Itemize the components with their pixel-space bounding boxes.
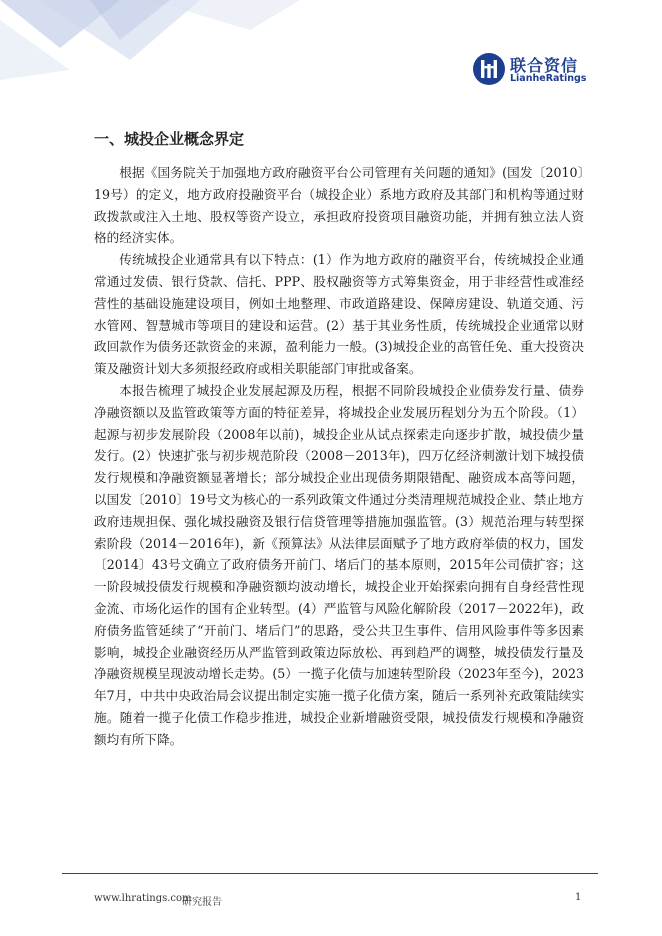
footer-website-link[interactable]: www.lhratings.com bbox=[94, 893, 192, 904]
footer-divider bbox=[62, 873, 598, 874]
paragraph-development-stages: 本报告梳理了城投企业发展起源及历程，根据不同阶段城投企业债券发行量、债券净融资额以及监管政策等方面的特征差异，将城投企业发展历程划分为五个阶段。（1）起源与初步发展阶段（2008年以前)，城投企业从试点探索走向逐步扩散，城投债少量发行。(2）快速扩张与初步规范阶段（2008－2013年)，四万亿经济刺激计划下城投债发行规模和净融资额显著增长；部分城投企业出现债务期限错配、融资成本高等问题，以国发〔2010〕19号文为核心的一系列政策文件通过分类清理规范城投企业、禁止地方政府违规担保、强化城投融资及银行信贷管理等措施加强监管。(3）规范治理与转型探索阶段（2014－2016年)，新《预算法》从法律层面赋予了地方政府举债的权力，国发〔2014〕43号文确立了政府债务开前门、堵后门的基本原则，2015年公司债扩容；这一阶段城投债发行规模和净融资额均波动增长，城投企业开始探索向拥有自身经营性现金流、市场化运作的国有企业转型。(4）严监管与风险化解阶段（2017－2022年)，政府债务监管延续了“开前门、堵后门”的思路，受公共卫生事件、信用风险事件等多因素影响，城投企业融资经历从严监管到政策边际放松、再到趋严的调整，城投债发行量及净融资规模呈现波动增长走势。(5）一揽子化债与加速转型阶段（2023年至今)，2023年7月，中共中央政治局会议提出制定实施一揽子化债方案，随后一系列补充政策陆续实施。随着一揽子化债工作稳步推进，城投企业新增融资受限，城投债发行规模和净融资额均有所下降。 bbox=[94, 382, 584, 747]
body-content bbox=[94, 162, 584, 751]
footer-report-label: 研究报告 bbox=[182, 897, 222, 908]
company-logo-icon bbox=[472, 52, 506, 86]
page-number: 1 bbox=[575, 892, 582, 903]
paragraph-definition: 根据《国务院关于加强地方政府融资平台公司管理有关问题的通知》(国发〔2010〕19号）的定义，地方政府投融资平台（城投企业）系地方政府及其部门和机构等通过财政拨款或注入土地、股权等资产设立，承担政府投资项目融资功能，并拥有独立法人资格的经济实体。 bbox=[94, 165, 584, 246]
section-title: 一、城投企业概念界定 bbox=[94, 130, 245, 148]
header-decoration bbox=[0, 0, 300, 80]
company-logo bbox=[472, 50, 592, 90]
logo-chinese-name: 联合资信 bbox=[510, 56, 579, 75]
logo-english-name: LianheRatings bbox=[510, 73, 587, 84]
paragraph-characteristics: 传统城投企业通常具有以下特点：(1）作为地方政府的融资平台，传统城投企业通常通过发债、银行贷款、信托、PPP、股权融资等方式筹集资金，用于非经营性或准经营性的基础设施建设项目，例如土地整理、市政道路建设、保障房建设、轨道交通、污水管网、智慧城市等项目的建设和运营。(2）基于其业务性质，传统城投企业通常以财政回款作为债务还款资金的来源，盈利能力一般。(3)城投企业的高管任免、重大投资决策及融资计划大多须报经政府或相关职能部门审批或备案。 bbox=[94, 252, 584, 377]
